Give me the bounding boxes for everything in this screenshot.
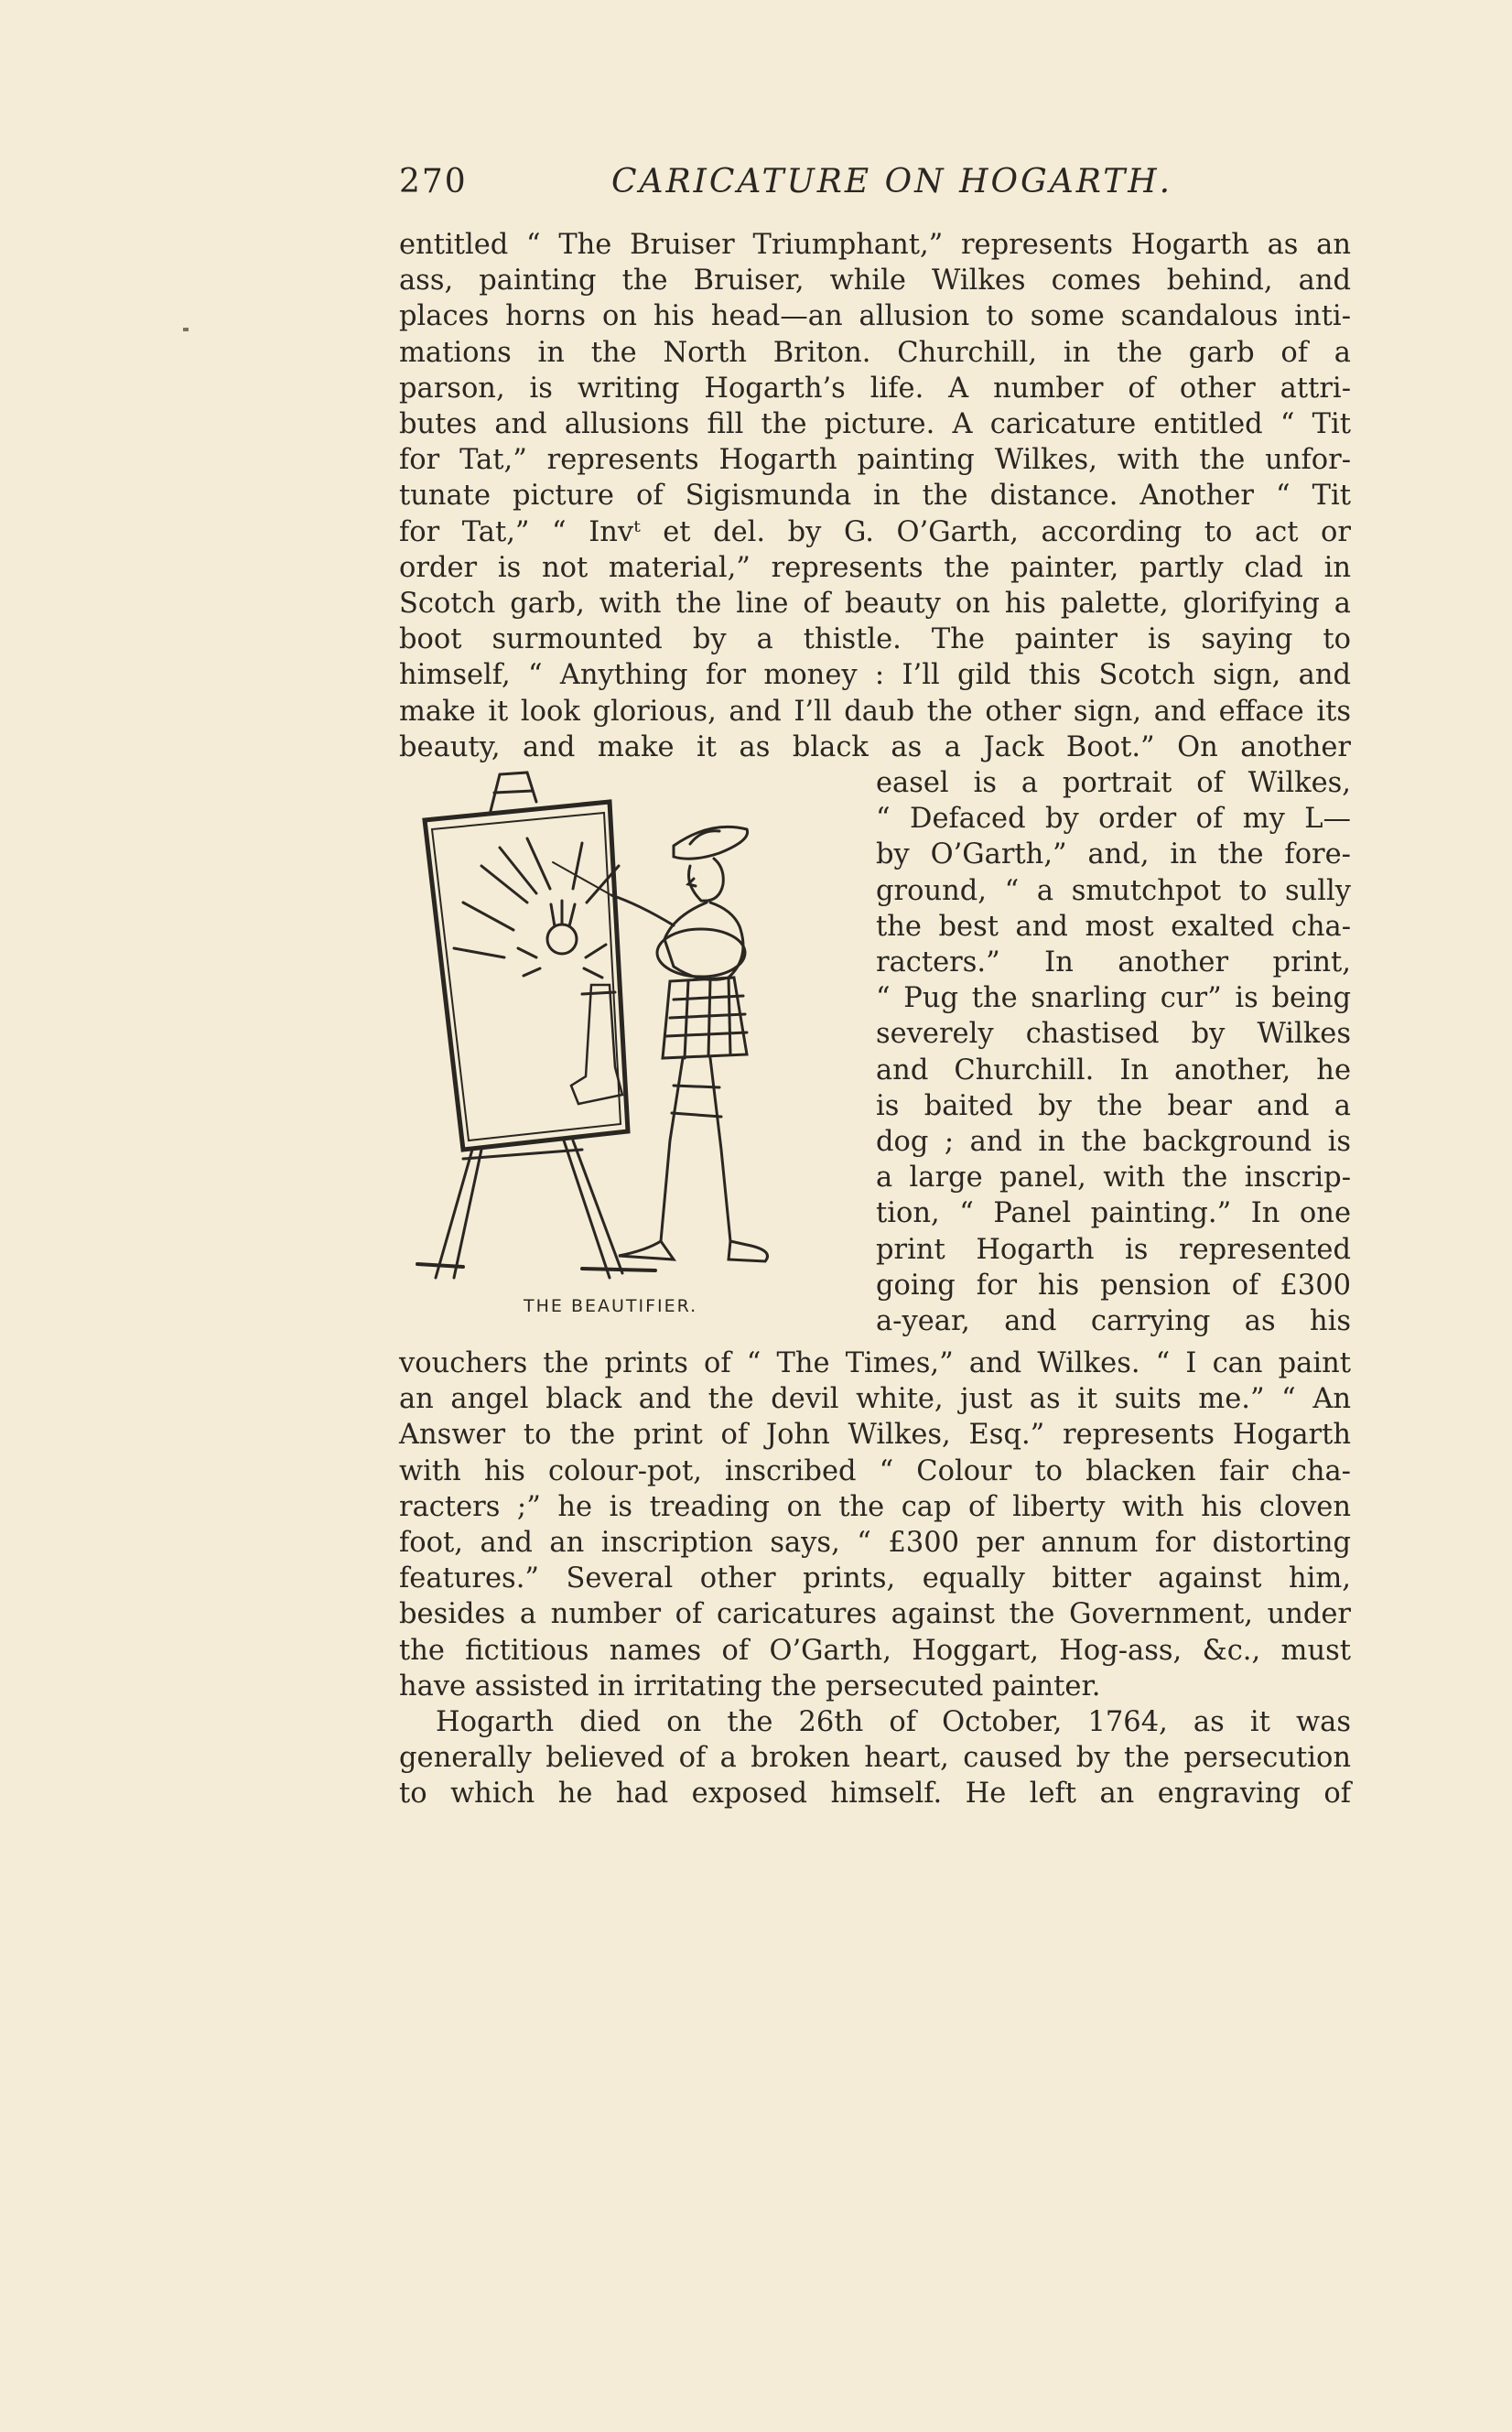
text-line: order is not material,” represents the painter, partly clad in	[399, 551, 1351, 584]
body-text-top	[399, 227, 1351, 765]
text-line: butes and allusions fill the picture. A caricature entitled “ Tit	[399, 408, 1351, 441]
figure-caption: THE BEAUTIFIER.	[524, 1296, 698, 1317]
text-line: is baited by the bear and a	[876, 1089, 1351, 1122]
text-line: beauty, and make it as black as a Jack Boot.” On another	[399, 730, 1351, 763]
text-line: and Churchill. In another, he	[876, 1054, 1351, 1086]
text-line: features.” Several other prints, equally bitter against him,	[399, 1562, 1351, 1595]
text-line: dog ; and in the background is	[876, 1126, 1351, 1159]
text-line: racters ;” he is treading on the cap of liberty with his cloven	[399, 1490, 1351, 1523]
text-line: the fictitious names of O’Garth, Hoggart, Hog-ass, &c., must	[399, 1634, 1351, 1667]
text-line: Scotch garb, with the line of beauty on his palette, glorifying a	[399, 588, 1351, 621]
text-line: going for his pension of £300	[876, 1269, 1351, 1302]
page-speck	[183, 328, 189, 331]
text-line: parson, is writing Hogarth’s life. A number of other attri-	[399, 372, 1351, 405]
text-line: “ Pug the snarling cur” is being	[876, 982, 1351, 1015]
text-line: a-year, and carrying as his	[876, 1305, 1351, 1338]
body-text-bottom	[399, 1346, 1351, 1812]
book-page	[399, 163, 1351, 1812]
text-line: places horns on his head—an allusion to some scandalous inti-	[399, 300, 1351, 333]
text-line: racters.” In another print,	[876, 946, 1351, 979]
body-text-wrap	[876, 765, 1351, 1339]
text-line: tunate picture of Sigismunda in the distance. Another “ Tit	[399, 480, 1351, 513]
text-line: the best and most exalted cha-	[876, 910, 1351, 943]
easel-painter-illustration	[399, 765, 857, 1296]
text-line: for Tat,” “ Invᵗ et del. by G. O’Garth, according to act or	[399, 515, 1351, 548]
text-line: make it look glorious, and I’ll daub the other sign, and efface its	[399, 695, 1351, 728]
text-line: an angel black and the devil white, just as it suits me.” “ An	[399, 1383, 1351, 1416]
text-line: have assisted in irritating the persecuted painter.	[399, 1670, 1101, 1702]
text-line: besides a number of caricatures against the Government, under	[399, 1598, 1351, 1631]
page-number: 270	[399, 163, 468, 200]
text-line: by O’Garth,” and, in the fore-	[876, 838, 1351, 871]
text-line: to which he had exposed himself. He left an engraving of	[399, 1778, 1351, 1810]
figure-wrap-area	[399, 765, 1351, 1346]
text-line: for Tat,” represents Hogarth painting Wilkes, with the unfor-	[399, 444, 1351, 477]
text-line: generally believed of a broken heart, caused by the persecution	[399, 1742, 1351, 1775]
text-line: vouchers the prints of “ The Times,” and Wilkes. “ I can paint	[399, 1347, 1351, 1380]
page-header	[399, 163, 1351, 218]
paragraph-start-line: Hogarth died on the 26th of October, 1764, as it was	[436, 1706, 1351, 1739]
text-line: ass, painting the Bruiser, while Wilkes comes behind, and	[399, 265, 1351, 297]
running-head: CARICATURE ON HOGARTH.	[611, 163, 1173, 200]
text-line: entitled “ The Bruiser Triumphant,” represents Hogarth as an	[399, 229, 1351, 261]
text-line: “ Defaced by order of my L—	[876, 803, 1351, 836]
text-line: Answer to the print of John Wilkes, Esq.” represents Hogarth	[399, 1419, 1351, 1452]
text-line: mations in the North Briton. Churchill, in the garb of a	[399, 336, 1351, 369]
text-line: tion, “ Panel painting.” In one	[876, 1197, 1351, 1230]
text-line: ground, “ a smutchpot to sully	[876, 874, 1351, 907]
text-line: with his colour-pot, inscribed “ Colour to blacken fair cha-	[399, 1454, 1351, 1487]
text-line: a large panel, with the inscrip-	[876, 1162, 1351, 1194]
text-line: print Hogarth is represented	[876, 1233, 1351, 1266]
text-line: easel is a portrait of Wilkes,	[876, 767, 1351, 800]
text-line: foot, and an inscription says, “ £300 per annum for distorting	[399, 1527, 1351, 1560]
text-line: boot surmounted by a thistle. The painter is saying to	[399, 623, 1351, 656]
text-line: severely chastised by Wilkes	[876, 1018, 1351, 1051]
text-line: himself, “ Anything for money : I’ll gild this Scotch sign, and	[399, 659, 1351, 692]
engraving-figure	[399, 765, 857, 1346]
